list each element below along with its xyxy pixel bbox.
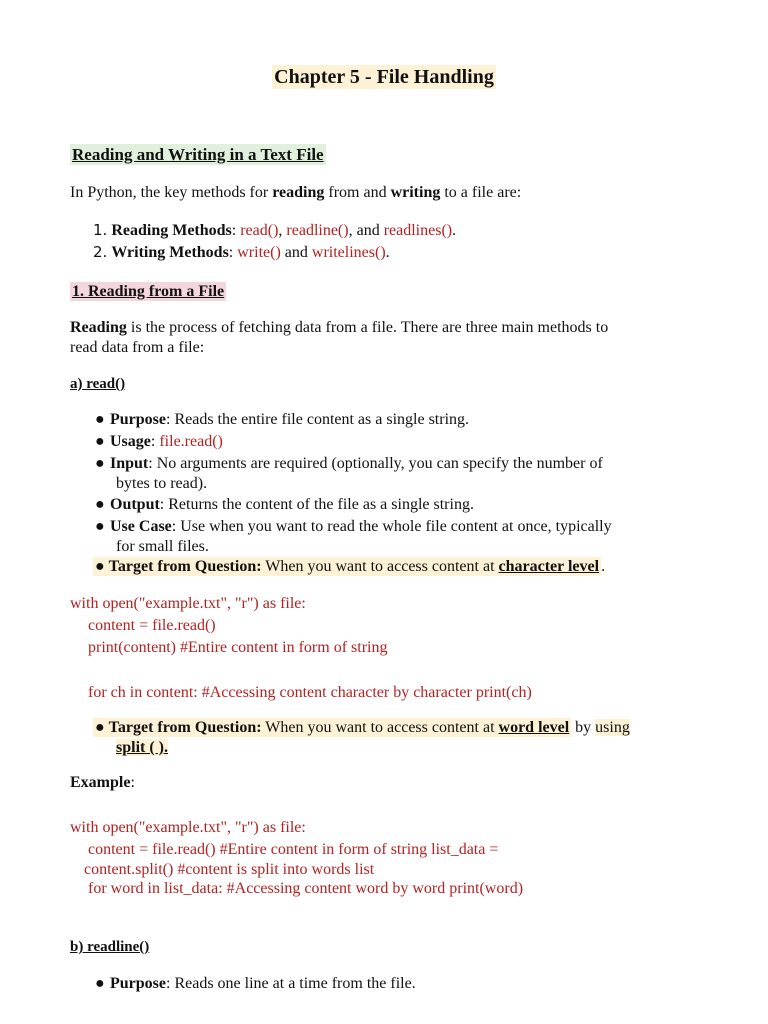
code-line: with open("example.txt", "r") as file: — [70, 595, 306, 612]
reading-paragraph-line — [70, 318, 608, 338]
intro-paragraph — [70, 183, 521, 203]
reading-text: is the process of fetching data from a file. There are three main methods to — [126, 319, 609, 336]
method-read: read() — [240, 222, 279, 239]
methods-label: Writing Methods — [111, 244, 229, 261]
code-line: for ch in content: #Accessing content character by character print(ch) — [88, 684, 532, 701]
code-line: content = file.read() #Entire content in form of string list_data = — [88, 841, 499, 858]
period: . — [385, 244, 390, 261]
separator: , and — [348, 222, 384, 239]
methods-list-item — [93, 220, 456, 241]
target-text: When you want to access content at — [261, 558, 499, 575]
reading-bold: Reading — [70, 319, 127, 336]
period: . — [452, 222, 457, 239]
method-write: write() — [237, 244, 281, 261]
code-line: print(content) #Entire content in form of string — [88, 639, 388, 656]
reading-paragraph-line: read data from a file: — [70, 339, 205, 356]
intro-text: to a file are: — [440, 184, 522, 201]
target-callout — [93, 718, 630, 738]
target-callout — [93, 557, 605, 577]
readline-subheading: b) readline() — [70, 939, 150, 955]
methods-label: Reading Methods — [111, 222, 232, 239]
list-number: 2. — [93, 243, 108, 261]
reading-heading — [70, 282, 226, 302]
intro-text: from and — [324, 184, 391, 201]
reading-heading-text: 1. Reading from a File — [72, 283, 225, 300]
code-line: with open("example.txt", "r") as file: — [70, 819, 306, 836]
output-text: : Returns the content of the file as a single string. — [159, 496, 474, 513]
purpose-text: : Reads one line at a time from the file. — [166, 975, 416, 992]
intro-bold-writing: writing — [390, 184, 441, 201]
method-readlines: readlines() — [383, 222, 453, 239]
intro-bold-reading: reading — [272, 184, 325, 201]
target-continuation — [116, 738, 168, 758]
page-title — [0, 64, 768, 90]
code-line: content.split() #content is split into words list — [84, 861, 375, 878]
input-label: Input — [110, 455, 149, 472]
bullet-icon: ● — [95, 455, 105, 472]
code-line: content = file.read() — [88, 617, 216, 634]
colon: : — [130, 774, 135, 791]
section-heading-text: Reading and Writing in a Text File — [72, 145, 324, 164]
method-writelines: writelines() — [311, 244, 386, 261]
intro-text: In Python, the key methods for — [70, 184, 273, 201]
purpose-label: Purpose — [110, 975, 166, 992]
target-label: Target from Question: — [108, 558, 262, 575]
target-label: Target from Question: — [108, 719, 262, 736]
usage-code: file.read() — [159, 433, 223, 450]
list-item-continuation: for small files. — [116, 538, 209, 555]
methods-list-item — [93, 242, 390, 263]
bullet-icon: ● — [95, 433, 105, 450]
page-title-text: Chapter 5 - File Handling — [274, 66, 494, 88]
section-heading — [70, 145, 326, 165]
bullet-icon: ● — [95, 496, 105, 513]
example-label-text: Example — [70, 774, 131, 791]
purpose-text: : Reads the entire file content as a single string. — [166, 411, 470, 428]
list-item-continuation: bytes to read). — [116, 475, 208, 492]
target-text: using — [595, 719, 630, 736]
usecase-label: Use Case — [110, 518, 172, 535]
list-number: 1. — [93, 221, 108, 239]
target-emphasis: split ( ). — [116, 739, 168, 756]
target-emphasis: word level — [498, 719, 570, 736]
bullet-icon: ● — [95, 518, 105, 535]
bullet-icon: ● — [95, 719, 105, 736]
output-label: Output — [110, 496, 160, 513]
bullet-icon: ● — [95, 411, 105, 428]
target-emphasis: character level — [498, 558, 600, 575]
colon: : — [150, 433, 160, 450]
period: . — [601, 558, 606, 575]
method-readline: readline() — [286, 222, 349, 239]
colon: : — [231, 222, 241, 239]
code-line: for word in list_data: #Accessing content word by word print(word) — [88, 880, 524, 897]
input-text: : No arguments are required (optionally, you can specify the number of — [148, 455, 603, 472]
target-text: When you want to access content at — [261, 719, 499, 736]
usage-label: Usage — [110, 433, 151, 450]
bullet-icon: ● — [95, 558, 105, 575]
usecase-text: : Use when you want to read the whole file content at once, typically — [171, 518, 612, 535]
bullet-icon: ● — [95, 975, 105, 992]
read-subheading: a) read() — [70, 376, 126, 392]
separator: , — [278, 222, 287, 239]
colon: : — [228, 244, 238, 261]
example-label — [70, 773, 135, 793]
target-text: by — [571, 719, 596, 736]
purpose-label: Purpose — [110, 411, 166, 428]
separator: and — [280, 244, 312, 261]
